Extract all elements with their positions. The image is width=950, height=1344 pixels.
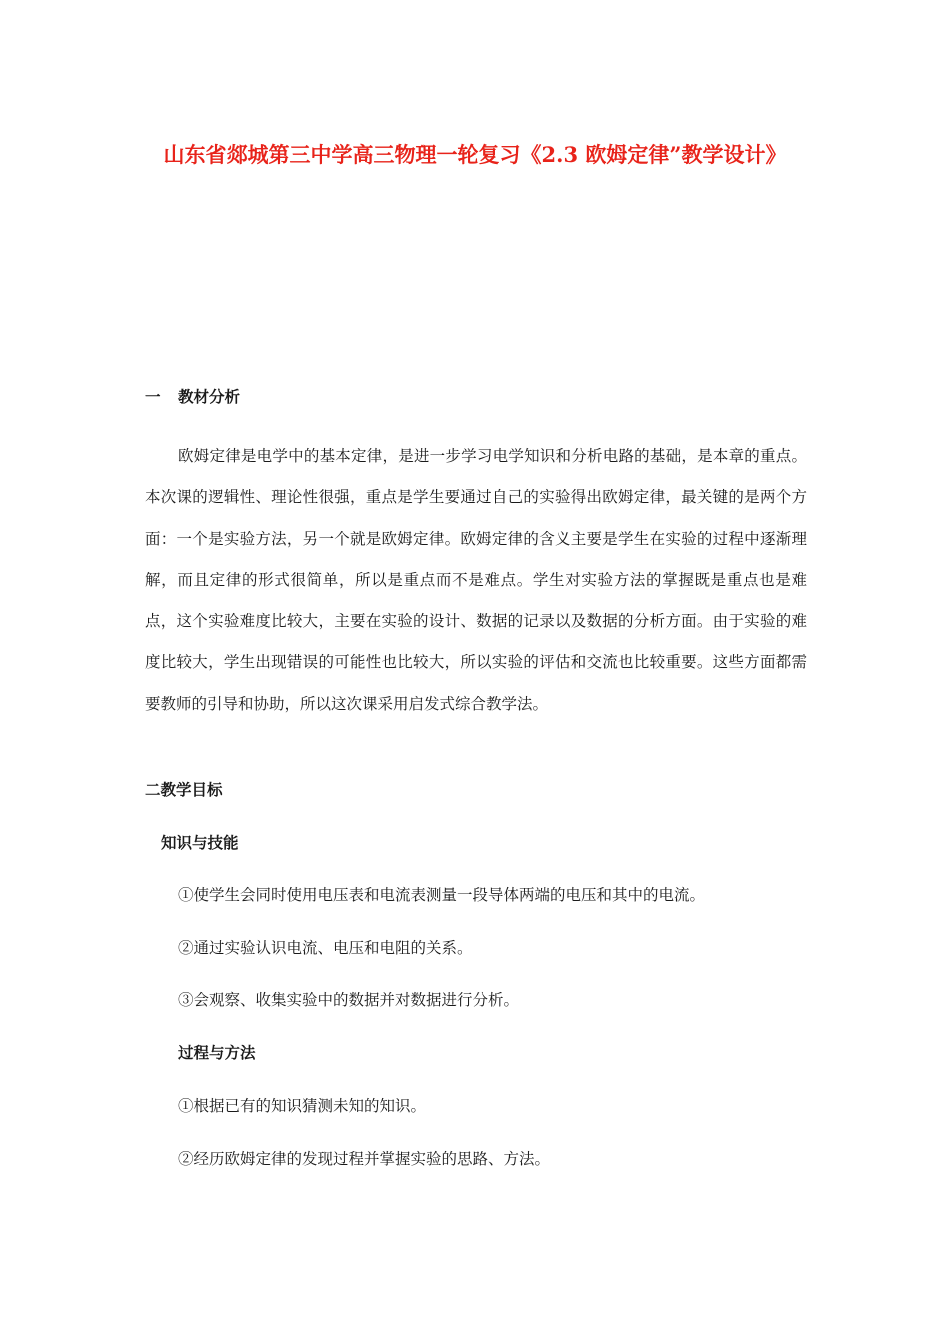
subheading-process-method: 过程与方法 (178, 1043, 256, 1062)
subheading-knowledge-skills: 知识与技能 (161, 833, 239, 852)
textbook-analysis-paragraph: 欧姆定律是电学中的基本定律，是进一步学习电学知识和分析电路的基础，是本章的重点。本次课的逻辑性、理论性很强，重点是学生要通过自己的实验得出欧姆定律，最关键的是两个方面：一个是实验方法，另一个就是欧姆定律。欧姆定律的含义主要是学生在实验的过程中逐渐理解，而且定律的形式很简单，所以是重点而不是难点。学生对实验方法的掌握既是重点也是难点，这个实验难度比较大，主要在实验的设计、数据的记录以及数据的分析方面。由于实验的难度比较大，学生出现错误的可能性也比较大，所以实验的评估和交流也比较重要。这些方面都需要教师的引导和协助，所以这次课采用启发式综合教学法。 (145, 447, 807, 713)
goal-item: ②经历欧姆定律的发现过程并掌握实验的思路、方法。 (178, 1150, 551, 1168)
goal-item: ①使学生会同时使用电压表和电流表测量一段导体两端的电压和其中的电流。 (178, 886, 706, 904)
goal-item: ③会观察、收集实验中的数据并对数据进行分析。 (178, 991, 520, 1009)
goal-item: ①根据已有的知识猜测未知的知识。 (178, 1097, 427, 1115)
section-heading-teaching-goals: 二教学目标 (145, 780, 223, 799)
section-number: 一 (145, 387, 161, 406)
document-title: 山东省郯城第三中学高三物理一轮复习《2.3 欧姆定律”教学设计》 (163, 142, 787, 167)
section-heading-textbook-analysis (145, 386, 240, 408)
section-heading-text: 教材分析 (178, 387, 241, 406)
goal-item: ②通过实验认识电流、电压和电阻的关系。 (178, 939, 473, 957)
